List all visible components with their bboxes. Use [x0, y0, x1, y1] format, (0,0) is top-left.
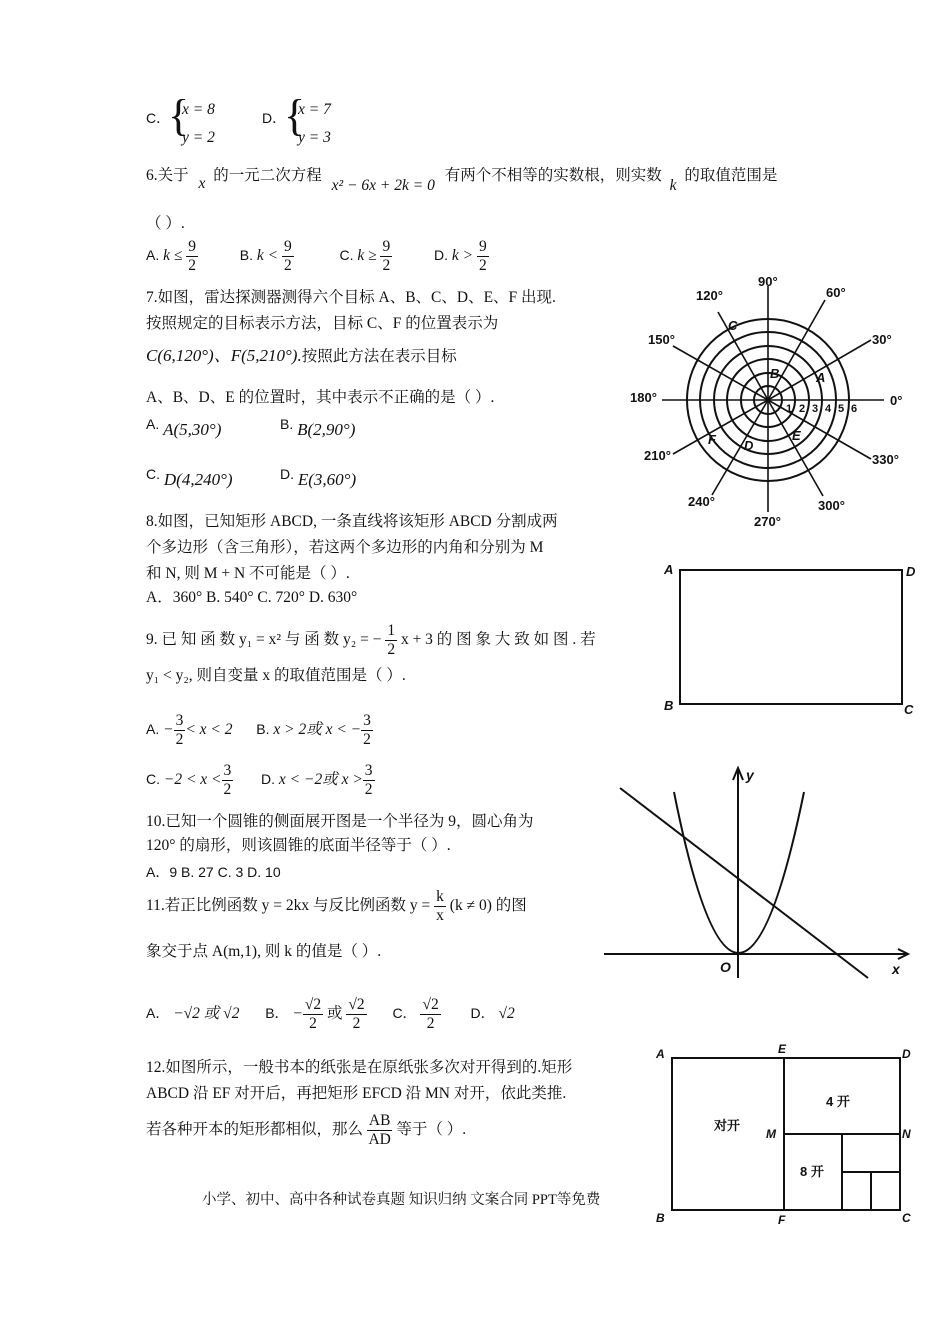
radar-angle-210: 210° [644, 448, 671, 463]
q7-option-c: C. D(4,240°) [146, 466, 233, 489]
q6-stem-line1: 6.关于 x 的一元二次方程 x² − 6x + 2k = 0 有两个不相等的实数根，则实数 k 的取值范围是 [146, 167, 778, 194]
rect-label-b: B [664, 698, 674, 713]
rectangle-abcd-figure [660, 558, 924, 718]
paper-label-eighth: 8 开 [800, 1164, 824, 1179]
radar-ring-label-2: 2 [799, 403, 806, 415]
q11-line2: 象交于点 A(m,1), 则 k 的值是（ ）. [146, 943, 382, 960]
q5-d-brace: { [284, 91, 306, 140]
q5-c-brace: { [168, 91, 190, 140]
q11-options: A． −√2 或 √2 B． − $\frac{√2}{2}$ 或 $\frac{√2}{2}$ C． $\frac{√2}{2}$ D． √2 [146, 996, 515, 1032]
graph-label-y: y [746, 767, 754, 783]
q9-line1: 9. 已 知 函 数 y₁ = x² 与 函 数 y₂ = − $\frac{1}{2}$ x + 3 的 图 象 大 致 如 图 . 若 [146, 622, 596, 658]
q6-blank: （ ）. [146, 215, 185, 232]
paper-folding-figure [652, 1040, 922, 1232]
radar-point-e: E [792, 428, 801, 443]
radar-point-c: C [728, 318, 738, 333]
graph-label-x: x [892, 961, 900, 977]
radar-ring-label-6: 6 [851, 403, 858, 415]
radar-point-b: B [770, 366, 780, 381]
radar-ring-label-3: 3 [812, 403, 819, 415]
q5-d-line1: x = 7 [298, 101, 331, 118]
q10-options: A．9 B. 27 C. 3 D. 10 [146, 864, 281, 880]
rect-label-a: A [664, 562, 674, 577]
paper-label-quarter: 4 开 [826, 1094, 850, 1109]
radar-ring-label-5: 5 [838, 403, 845, 415]
paper-label-d: D [902, 1047, 911, 1061]
radar-point-d: D [744, 438, 754, 453]
q5-c-line2: y = 2 [182, 129, 215, 146]
q8-options: A．360° B. 540° C. 720° D. 630° [146, 589, 358, 606]
radar-angle-150: 150° [648, 332, 675, 347]
radar-angle-300: 300° [818, 498, 845, 513]
radar-point-a: A [816, 370, 826, 385]
radar-angle-270: 270° [754, 514, 781, 529]
q12-line2: ABCD 沿 EF 对开后，再把矩形 EFCD 沿 MN 对开，依此类推. [146, 1085, 567, 1102]
q12-line3: 若各种开本的矩形都相似，那么 $\frac{AB}{AD}$ 等于（ ）. [146, 1112, 467, 1148]
radar-figure [626, 272, 916, 534]
rect-label-c: C [904, 702, 914, 717]
radar-point-f: F [708, 432, 716, 447]
rect-label-d: D [906, 564, 916, 579]
q7-line1: 7.如图，雷达探测器测得六个目标 A、B、C、D、E、F 出现. [146, 289, 556, 306]
q8-line1: 8.如图，已知矩形 ABCD, 一条直线将该矩形 ABCD 分割成两 [146, 513, 558, 530]
radar-ray-120 [718, 312, 768, 400]
q5-option-c: C． [146, 110, 171, 126]
q5-d-line2: y = 3 [298, 129, 331, 146]
radar-angle-120: 120° [696, 288, 723, 303]
q12-line1: 12.如图所示，一般书本的纸张是在原纸张多次对开得到的.矩形 [146, 1059, 573, 1076]
paper-label-b: B [656, 1211, 665, 1225]
q7-line4: A、B、D、E 的位置时，其中表示不正确的是（ ）. [146, 389, 495, 406]
q9-options-cd: C. −2 < x < $\frac{3}{2}$ D. x < −2或 x > $\frac{3}{2}$ [146, 762, 373, 798]
radar-ring-label-1: 1 [786, 403, 793, 415]
q8-line2: 个多边形（含三角形），若这两个多边形的内角和分别为 M [146, 539, 544, 556]
paper-label-a: A [656, 1047, 665, 1061]
paper-label-c: C [902, 1211, 911, 1225]
paper-label-f: F [778, 1213, 786, 1227]
q6-options: A. k ≤ $\frac{9}{2}$ B. k < $\frac{9}{2}$ C. k ≥ $\frac{9}{2}$ D. k > $\frac{9}{2}$ [146, 238, 487, 274]
function-graph-figure [602, 766, 914, 982]
radar-angle-330: 330° [872, 452, 899, 467]
radar-ring-label-4: 4 [825, 403, 832, 415]
q7-option-d: D. E(3,60°) [280, 466, 357, 489]
q10-line2: 120° 的扇形，则该圆锥的底面半径等于（ ）. [146, 837, 451, 854]
radar-angle-0: 0° [890, 393, 903, 408]
radar-angle-180: 180° [630, 390, 657, 405]
paper-label-m: M [766, 1127, 776, 1141]
q7-line2: 按照规定的目标表示方法，目标 C、F 的位置表示为 [146, 315, 499, 332]
q5-c-line1: x = 8 [182, 101, 215, 118]
q9-line2: y₁ < y₂, 则自变量 x 的取值范围是（ ）. [146, 667, 406, 684]
paper-label-e: E [778, 1042, 787, 1056]
graph-label-origin: O [720, 959, 731, 975]
rectangle-abcd [680, 570, 902, 704]
footer-ad: 小学、初中、高中各种试卷真题 知识归纳 文案合同 PPT等免费 [202, 1192, 601, 1208]
q10-line1: 10.已知一个圆锥的侧面展开图是一个半径为 9，圆心角为 [146, 813, 534, 830]
q7-option-b: B. B(2,90°) [280, 416, 356, 439]
paper-label-half: 对开 [714, 1118, 741, 1133]
radar-angle-60: 60° [826, 285, 846, 300]
radar-angle-240: 240° [688, 494, 715, 509]
q7-option-a: A. A(5,30°) [146, 416, 222, 439]
q5-option-d: D． [262, 110, 287, 126]
paper-label-n: N [902, 1127, 911, 1141]
linear-line [620, 788, 868, 978]
q8-line3: 和 N, 则 M + N 不可能是（ ）. [146, 565, 350, 582]
q7-line3: C(6,120°)、F(5,210°).按照此方法在表示目标 [146, 346, 457, 365]
q11-line1: 11.若正比例函数 y = 2kx 与反比例函数 y = $\frac{k}{x}$ (k ≠ 0) 的图 [146, 888, 527, 924]
radar-ray-60 [768, 300, 825, 400]
q9-options-ab: A. − $\frac{3}{2}$ < x < 2 B. x > 2或 x < − $\frac{3}{2}$ [146, 712, 371, 748]
radar-angle-90: 90° [758, 274, 778, 289]
radar-angle-30: 30° [872, 332, 892, 347]
